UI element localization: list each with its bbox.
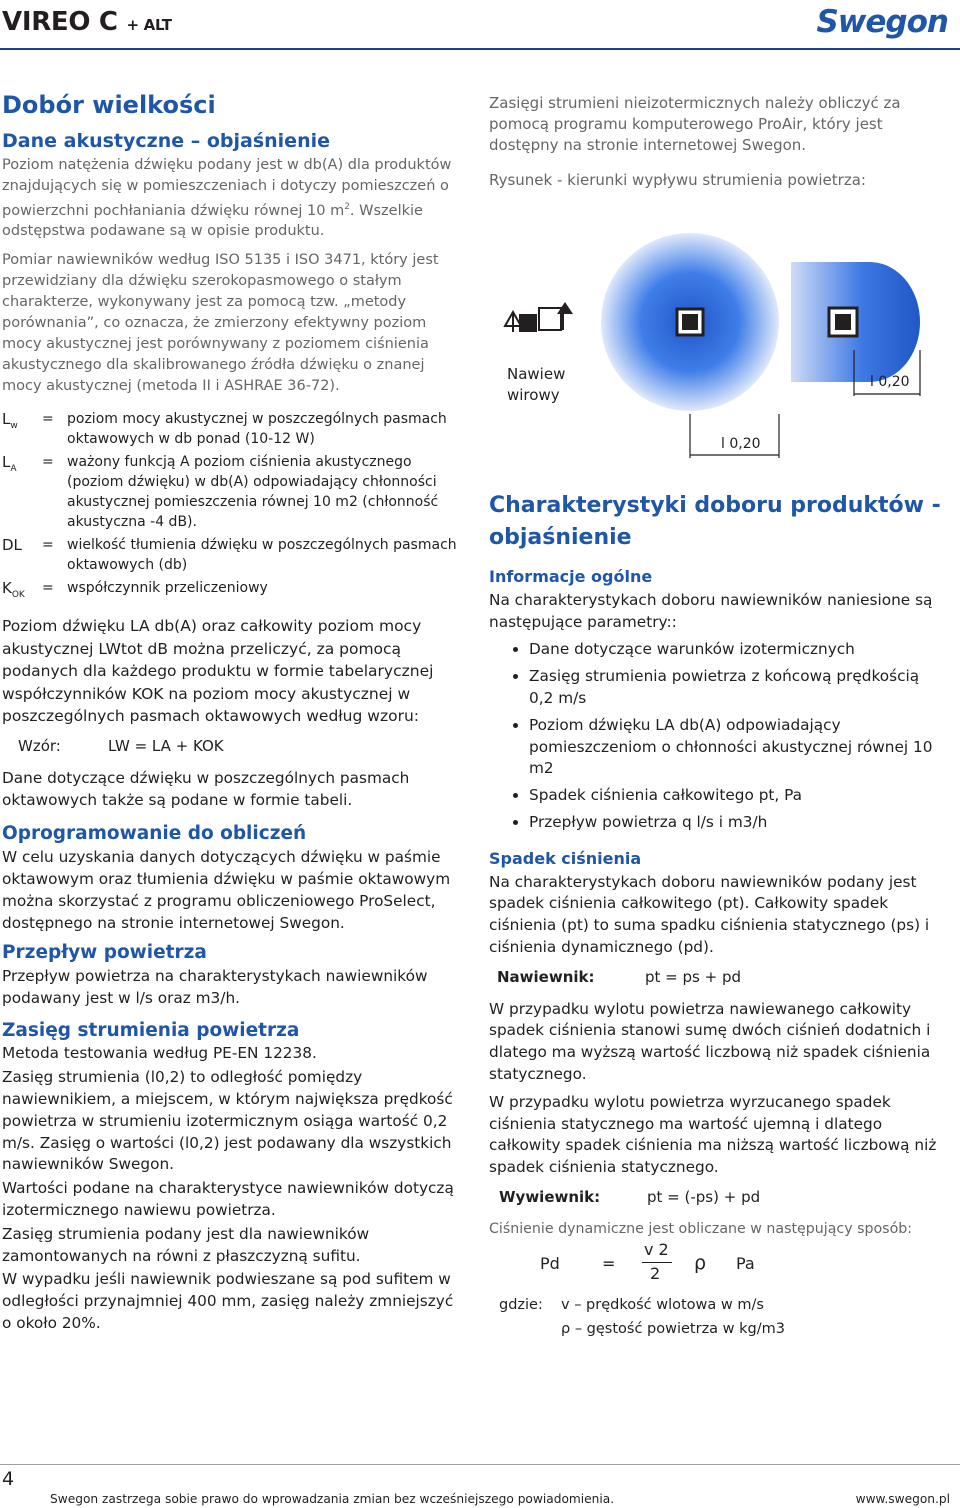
supply-formula: pt = ps + pd [645, 967, 741, 986]
dynamic-equation [540, 1240, 840, 1290]
right-column [489, 93, 944, 197]
parameters-list [489, 639, 944, 833]
acoustic-paragraph-2: Pomiar nawiewników według ISO 5135 i ISO 3471, który jest przewidziany dla dźwięku szerokopasmowego o stałym charakterze, wykonywany jest za pomocą tzw. „metody porównania”, co oznacza, że zmierzony efektywny poziom mocy akustycznej jest porównywany z poziomem ciśnienia akustycznego dla skalibrowanego źródła dźwięku o znanej mocy akustycznej (metoda II i ASHRAE 36-72). [2, 252, 439, 395]
general-heading: Informacje ogólne [489, 567, 653, 586]
acoustic-paragraph-4: Dane dotyczące dźwięku w poszczególnych pasmach oktawowych także są podane w formie tabeli. [2, 768, 410, 809]
throw-heading: Zasięg strumienia powietrza [2, 1019, 300, 1041]
header-divider [0, 48, 960, 50]
where-block [499, 1293, 785, 1341]
dynamic-paragraph: Ciśnienie dynamiczne jest obliczane w następujący sposób: [489, 1220, 913, 1237]
acoustic-paragraph-1: Poziom natężenia dźwięku podany jest w db(A) dla produktów znajdujących się w pomieszczeniach i dotyczy pomieszczeń o powierzchni pochłaniania dźwięku równej 10 $m^2$. Wszelkie odstępstwa podawane są w opisie produktu. [2, 156, 452, 240]
supply-symbol-icon [505, 302, 573, 332]
formula-row [2, 736, 464, 758]
acoustic-heading: Dane akustyczne – objaśnienie [2, 129, 330, 152]
footer-note: Swegon zastrzega sobie prawo do wprowadzania zmian bez wcześniejszego powiadomienia. [50, 1492, 615, 1506]
supply-formula-row [489, 967, 944, 989]
figure-caption: Rysunek - kierunki wypływu strumienia powietrza: [489, 171, 866, 189]
throw-paragraph-4: Zasięg strumienia podany jest dla nawiewników zamontowanych na równi z płaszczyzną sufitu. [2, 1224, 370, 1265]
throw-paragraph-1: Metoda testowania według PE-EN 12238. [2, 1044, 317, 1063]
left-column [2, 91, 464, 1337]
eq-numerator: v 2 [644, 1240, 669, 1259]
definition-kok: $K_{OK}$ = współczynnik przeliczeniowy [2, 579, 268, 601]
eq-unit: Pa [736, 1254, 755, 1273]
figure-label: Nawiew wirowy [507, 365, 566, 404]
airflow-figure [489, 218, 949, 468]
throw-paragraph-2: Zasięg strumienia (l0,2) to odległość pomiędzy nawiewnikiem, a miejscem, w którym największa prędkość powietrza w strumieniu izotermicznym osiąga wartość 0,2 m/s. Zasięg o wartości (l0,2) jest podawany dla wszystkich nawiewników Swegon. [2, 1068, 453, 1174]
fraction-bar [642, 1262, 672, 1263]
definition-dl: DL = wielkość tłumienia dźwięku w poszczególnych pasmach oktawowych (db) [2, 536, 457, 574]
pressure-paragraph-2: W przypadku wylotu powietrza nawiewanego całkowity spadek ciśnienia stanowi sumę dwóch ciśnień dodatnich i dlatego ma wyższą wartość liczbową niż spadek ciśnienia statycznego. [489, 999, 931, 1083]
pressure-paragraph-1: Na charakterystykach doboru nawiewników podany jest spadek ciśnienia całkowitego (pt). Całkowity spadek ciśnienia (pt) to suma spadku ciśnienia statycznego (ps) i ciśnienia dynamicznego (pd). [489, 872, 930, 956]
product-title: VIREO C + ALT [2, 7, 172, 37]
exhaust-label: Wywiewnik: [499, 1187, 601, 1206]
where-label: gdzie: [499, 1297, 543, 1313]
list-item: • Przepływ powietrza q l/s i m3/h [529, 812, 944, 834]
dim-label-2: l 0,20 [870, 374, 910, 390]
definitions-list [2, 409, 464, 605]
formula-label: Wzór: [18, 736, 61, 755]
intro-paragraph: Zasięgi strumieni nieizotermicznych należy obliczyć za pomocą programu komputerowego ProAir, który jest dostępny na stronie internetowej Swegon. [489, 94, 901, 154]
page-title: Dobór wielkości [2, 91, 216, 119]
pressure-paragraph-3: W przypadku wylotu powietrza wyrzucanego spadek ciśnienia statycznego ma wartość ujemną i dlatego całkowity spadek ciśnienia ma niższą wartość liczbową niż spadek ciśnienia statycznego. [489, 1092, 937, 1177]
eq-denominator: 2 [650, 1264, 661, 1283]
right-column-lower [489, 490, 944, 1246]
exhaust-formula: pt = (-ps) + pd [647, 1187, 761, 1206]
supply-label: Nawiewnik: [497, 967, 595, 986]
software-paragraph: W celu uzyskania danych dotyczących dźwięku w paśmie oktawowym oraz tłumienia dźwięku w paśmie oktawowym można skorzystać z programu obliczeniowego ProSelect, dostępnego na stronie internetowej Swegon. [2, 848, 451, 932]
list-item: • Zasięg strumienia powietrza z końcową prędkością 0,2 m/s [529, 666, 944, 710]
general-paragraph: Na charakterystykach doboru nawiewników naniesione są następujące parametry:: [489, 590, 933, 631]
eq-rho: ρ [694, 1252, 707, 1274]
char-heading: Charakterystyki doboru produktów - objaśnienie [489, 493, 941, 550]
flow-paragraph: Przepływ powietrza na charakterystykach nawiewników podawany jest w l/s oraz m3/h. [2, 967, 428, 1007]
product-suffix: + ALT [126, 16, 172, 34]
where-v: v – prędkość wlotowa w m/s [561, 1297, 764, 1313]
page-number: 4 [2, 1468, 15, 1490]
throw-paragraph-5: W wypadku jeśli nawiewnik podwieszane są pod sufitem w odległości przynajmniej 400 mm, zasięg należy zmniejszyć o około 20%. [2, 1270, 454, 1333]
definition-lw: $L_w$ = poziom mocy akustycznej w poszczególnych pasmach oktawowych w db ponad (10-12 W) [2, 410, 447, 448]
footer-divider [0, 1464, 960, 1465]
flow-heading: Przepływ powietrza [2, 942, 207, 964]
swegon-logo: Swegon [816, 4, 948, 40]
eq-equals: = [602, 1254, 616, 1273]
list-item: • Dane dotyczące warunków izotermicznych [529, 639, 944, 661]
footer-url[interactable]: www.swegon.pl [855, 1492, 950, 1506]
throw-paragraph-3: Wartości podane na charakterystyce nawiewników dotyczą izotermicznego nawiewu powietrza. [2, 1179, 454, 1220]
eq-lhs: Pd [540, 1254, 560, 1273]
list-item: • Poziom dźwięku LA db(A) odpowiadający pomieszczeniom o chłonności akustycznej równej 10 m2 [529, 715, 944, 780]
definition-la: $L_A$ = ważony funkcją A poziom ciśnienia akustycznego (poziom dźwięku) w db(A) odpowiadający chłonności akustycznej pomieszczenia równej 10 m2 (chłonność akustyczna -4 dB). [2, 453, 439, 531]
formula: LW = LA + KOK [108, 736, 224, 755]
list-item: • Spadek ciśnienia całkowitego pt, Pa [529, 785, 944, 807]
acoustic-paragraph-3: Poziom dźwięku LA db(A) oraz całkowity poziom mocy akustycznej LWtot dB można przeliczyć, za pomocą podanych dla każdego produktu w formie tabelarycznej współczynników KOK na poziom mocy akustycznej w poszczególnych pasmach oktawowych według wzoru: [2, 617, 434, 726]
dim-label-1: l 0,20 [721, 436, 761, 452]
exhaust-formula-row [489, 1187, 944, 1209]
where-rho: ρ – gęstość powietrza w kg/m3 [561, 1321, 785, 1337]
pressure-heading: Spadek ciśnienia [489, 848, 642, 868]
software-heading: Oprogramowanie do obliczeń [2, 823, 307, 845]
